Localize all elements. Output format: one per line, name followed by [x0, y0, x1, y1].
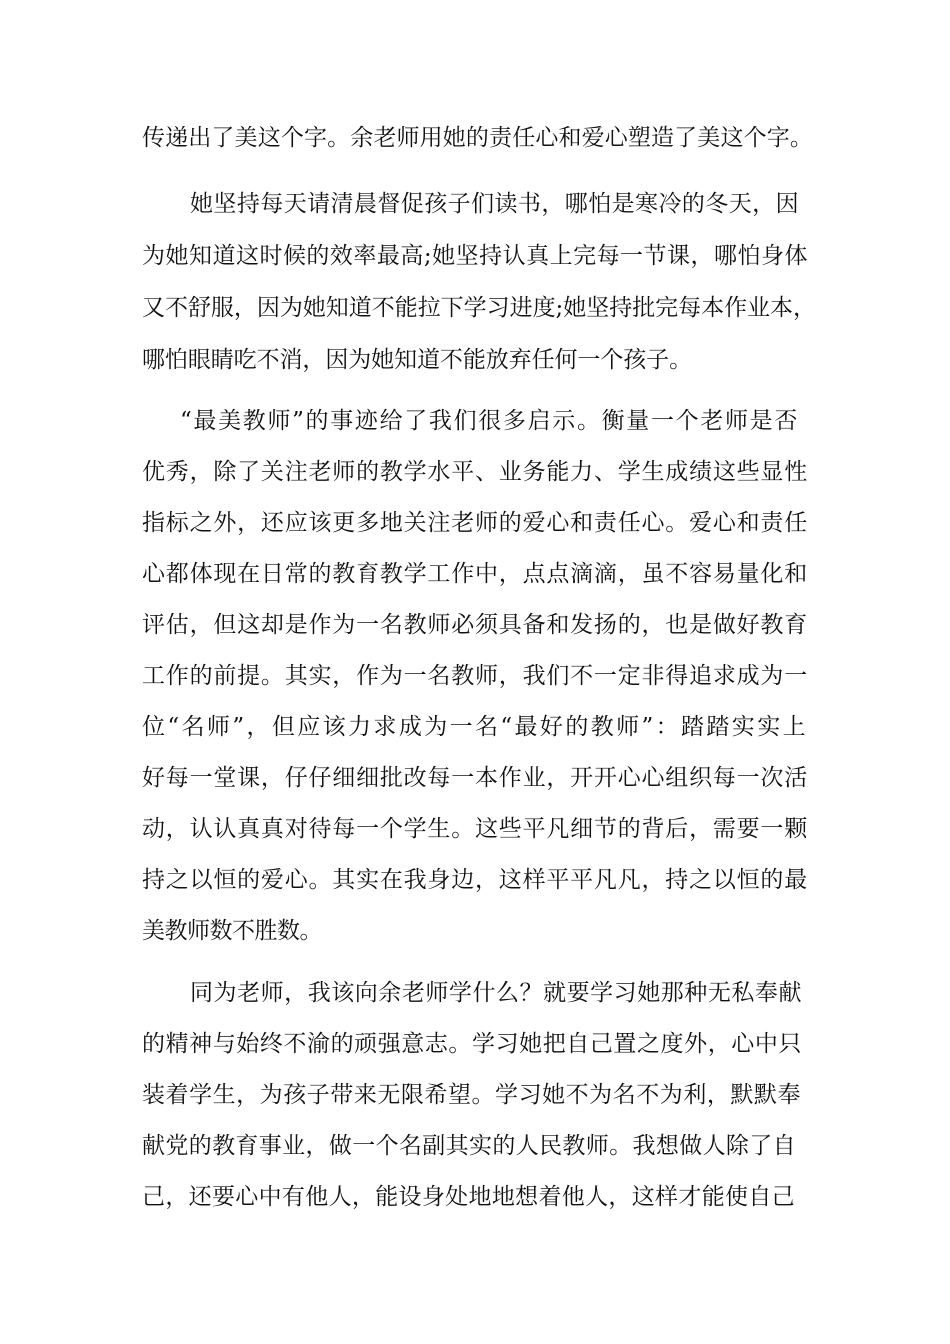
- paragraph-2-line-3: 又不舒服，因为她知道不能拉下学习进度;她坚持批完每本作业本，: [142, 295, 816, 321]
- paragraph-4-line-2: 的精神与始终不渝的顽强意志。学习她把自己置之度外，心中只: [142, 1031, 802, 1057]
- paragraph-4-line-4: 献党的教育事业，做一个名副其实的人民教师。我想做人除了自: [142, 1133, 796, 1159]
- paragraph-3-line-1: “最美教师”的事迹给了我们很多启示。衡量一个老师是否: [180, 408, 799, 434]
- paragraph-2-line-2: 为她知道这时候的效率最高;她坚持认真上完每一节课，哪怕身体: [142, 243, 808, 269]
- paragraph-3-line-8: 好每一堂课，仔仔细细批改每一本作业，开开心心组织每一次活: [142, 765, 809, 791]
- paragraph-3-line-2: 优秀，除了关注老师的教学水平、业务能力、学生成绩这些显性: [142, 459, 809, 485]
- paragraph-3-line-4: 心都体现在日常的教育教学工作中，点点滴滴，虽不容易量化和: [142, 561, 809, 587]
- paragraph-4-line-3: 装着学生，为孩子带来无限希望。学习她不为名不为利，默默奉: [142, 1082, 802, 1108]
- paragraph-3-line-10: 持之以恒的爱心。其实在我身边，这样平平凡凡，持之以恒的最: [142, 867, 809, 893]
- paragraph-3-line-3: 指标之外，还应该更多地关注老师的爱心和责任心。爱心和责任: [142, 510, 809, 536]
- paragraph-2-line-1: 她坚持每天请清晨督促孩子们读书，哪怕是寒冷的冬天，因: [190, 191, 799, 217]
- paragraph-3-line-9: 动，认认真真对待每一个学生。这些平凡细节的背后，需要一颗: [142, 816, 809, 842]
- paragraph-4-line-5: 己，还要心中有他人，能设身处地地想着他人，这样才能使自己: [142, 1184, 795, 1210]
- paragraph-1-line-1: 传递出了美这个字。余老师用她的责任心和爱心塑造了美这个字。: [142, 125, 814, 151]
- paragraph-3-line-7: 位“名师”，但应该力求成为一名“最好的教师”：踏踏实实上: [142, 714, 808, 740]
- paragraph-4-line-1: 同为老师，我该向余老师学什么？就要学习她那种无私奉献: [190, 980, 802, 1006]
- paragraph-2-line-4: 哪怕眼睛吃不消，因为她知道不能放弃任何一个孩子。: [142, 347, 693, 373]
- paragraph-3-line-6: 工作的前提。其实，作为一名教师，我们不一定非得追求成为一: [142, 663, 809, 689]
- paragraph-3-line-11: 美教师数不胜数。: [142, 918, 322, 944]
- paragraph-3-line-5: 评估，但这却是作为一名教师必须具备和发扬的，也是做好教育: [142, 612, 809, 638]
